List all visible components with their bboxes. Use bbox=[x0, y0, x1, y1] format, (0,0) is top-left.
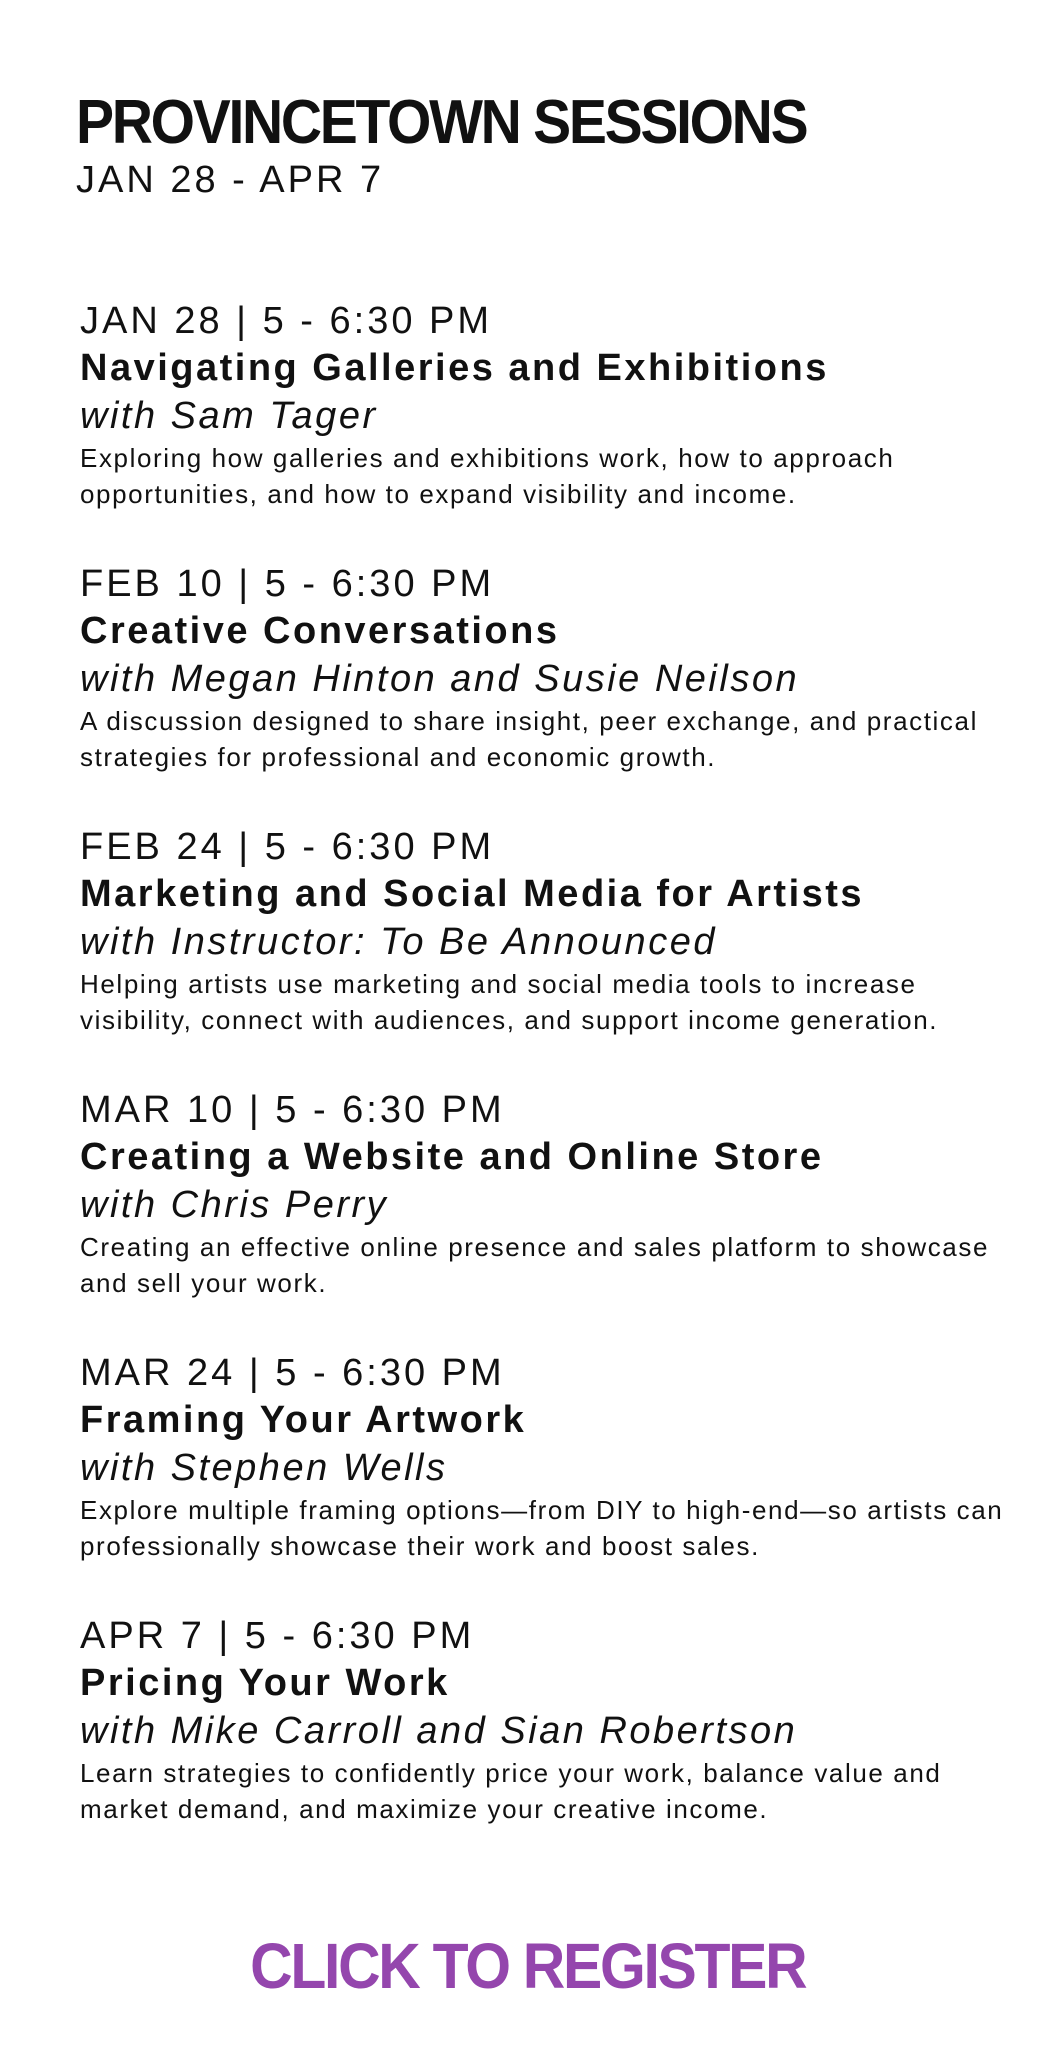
session-item bbox=[80, 561, 1020, 824]
session-description: Creating an effective online presence and sales platform to showcase and sell your work. bbox=[80, 1232, 990, 1298]
header bbox=[76, 90, 1016, 202]
session-item bbox=[80, 298, 1020, 561]
session-date: FEB 10 | 5 - 6:30 PM bbox=[80, 563, 495, 605]
page-title: PROVINCETOWN SESSIONS bbox=[76, 88, 807, 157]
session-description: Exploring how galleries and exhibitions work, how to approach opportunities, and how to expand visibility and income. bbox=[80, 443, 895, 509]
session-date: MAR 10 | 5 - 6:30 PM bbox=[80, 1089, 505, 1131]
session-title: Marketing and Social Media for Artists bbox=[80, 873, 865, 915]
session-description: Learn strategies to confidently price your work, balance value and market demand, and maximize your creative income. bbox=[80, 1758, 942, 1824]
session-title: Pricing Your Work bbox=[80, 1662, 450, 1704]
session-presenter: with Stephen Wells bbox=[80, 1447, 448, 1489]
session-title: Navigating Galleries and Exhibitions bbox=[80, 347, 829, 389]
session-title: Creating a Website and Online Store bbox=[80, 1136, 824, 1178]
session-date: FEB 24 | 5 - 6:30 PM bbox=[80, 826, 495, 868]
register-link[interactable]: CLICK TO REGISTER bbox=[250, 1930, 806, 2002]
session-date: MAR 24 | 5 - 6:30 PM bbox=[80, 1352, 505, 1394]
session-presenter: with Mike Carroll and Sian Robertson bbox=[80, 1710, 798, 1752]
session-description: Helping artists use marketing and social media tools to increase visibility, connect with audiences, and support income generation. bbox=[80, 969, 939, 1035]
session-description: A discussion designed to share insight, peer exchange, and practical strategies for professional and economic growth. bbox=[80, 706, 978, 772]
session-presenter: with Megan Hinton and Susie Neilson bbox=[80, 658, 800, 700]
session-presenter: with Instructor: To Be Announced bbox=[80, 921, 717, 963]
register-section bbox=[0, 1930, 1056, 2002]
session-title: Framing Your Artwork bbox=[80, 1399, 527, 1441]
session-date: APR 7 | 5 - 6:30 PM bbox=[80, 1615, 475, 1657]
session-list bbox=[80, 298, 1020, 1876]
session-description: Explore multiple framing options—from DIY to high-end—so artists can professionally showcase their work and boost sales. bbox=[80, 1495, 1004, 1561]
date-range: JAN 28 - APR 7 bbox=[76, 159, 385, 201]
session-item bbox=[80, 1613, 1020, 1876]
session-title: Creative Conversations bbox=[80, 610, 560, 652]
session-presenter: with Sam Tager bbox=[80, 395, 378, 437]
session-presenter: with Chris Perry bbox=[80, 1184, 389, 1226]
session-item bbox=[80, 824, 1020, 1087]
session-item bbox=[80, 1350, 1020, 1613]
session-item bbox=[80, 1087, 1020, 1350]
session-date: JAN 28 | 5 - 6:30 PM bbox=[80, 300, 493, 342]
